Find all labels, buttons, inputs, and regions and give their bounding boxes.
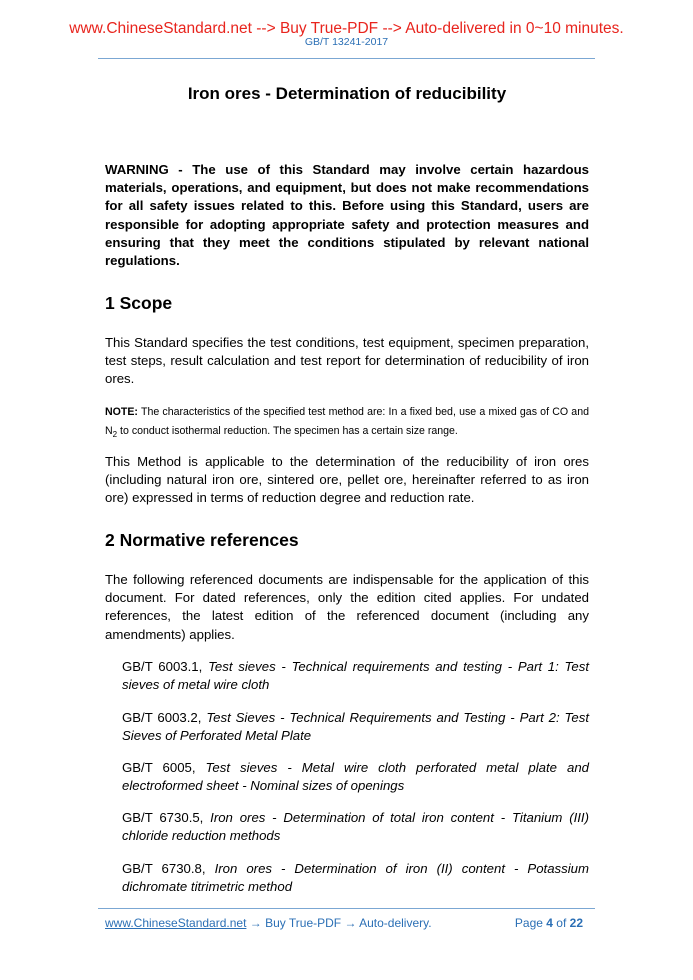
reference-item xyxy=(122,658,589,694)
reference-title: Iron ores - Determination of iron (II) content - Potassium dichromate titrimetric method xyxy=(122,861,589,895)
note-label: NOTE: xyxy=(105,406,138,418)
references-intro: The following referenced documents are indispensable for the application of this document. For dated references, only the edition cited applies. For undated references, the latest edition of the referenced document (including any amendments) applies. xyxy=(105,572,589,642)
reference-code: GB/T 6730.5, xyxy=(122,810,211,825)
reference-item xyxy=(122,809,589,845)
standard-code-header: GB/T 13241-2017 xyxy=(304,36,389,48)
scope-note xyxy=(105,403,589,444)
warning-paragraph: WARNING - The use of this Standard may involve certain hazardous materials, operations, and equipment, but does not make recommendations for all safety issues related to this. Before using this Standard, users are responsible for adopting appropriate safety and protection measures and ensuring that they meet the conditions stipulated by relevant national regulations. xyxy=(105,162,589,269)
page-indicator xyxy=(515,916,583,931)
reference-title: Test sieves - Technical requirements and testing - Part 1: Test sieves of metal wire cloth xyxy=(122,659,589,693)
document-title: Iron ores - Determination of reducibility xyxy=(187,84,507,103)
footer-promo xyxy=(105,916,432,931)
section-heading-scope: 1 Scope xyxy=(105,293,173,313)
header-divider xyxy=(98,58,595,59)
top-banner[interactable]: www.ChineseStandard.net --> Buy True-PDF --> Auto-delivered in 0~10 minutes. xyxy=(69,20,624,37)
page-total: 22 xyxy=(569,916,583,930)
reference-title: Test sieves - Metal wire cloth perforated metal plate and electroformed sheet - Nominal sizes of openings xyxy=(122,760,589,794)
reference-title: Iron ores - Determination of total iron content - Titanium (III) chloride reduction methods xyxy=(122,810,589,844)
page-of: of xyxy=(552,916,570,930)
page-current: 4 xyxy=(546,916,553,930)
note-text-end: to conduct isothermal reduction. The specimen has a certain size range. xyxy=(117,425,458,437)
note-subscript: 2 xyxy=(112,430,118,440)
footer-tail: → Buy True-PDF → Auto-delivery. xyxy=(246,916,432,930)
reference-item xyxy=(122,759,589,795)
footer-link[interactable]: www.ChineseStandard.net xyxy=(105,916,247,930)
reference-item xyxy=(122,709,589,745)
reference-title: Test Sieves - Technical Requirements and Testing - Part 2: Test Sieves of Perforated Metal Plate xyxy=(122,710,589,744)
reference-code: GB/T 6003.1, xyxy=(122,659,209,674)
section-heading-normative-references: 2 Normative references xyxy=(105,530,299,550)
applicability-paragraph: This Method is applicable to the determination of the reducibility of iron ores (including natural iron ore, sintered ore, pellet ore, hereinafter referred to as iron ore) expressed in terms of reduction degree and reduction rate. xyxy=(105,454,589,506)
note-text: The characteristics of the specified test method are: In a fixed bed, use a mixed gas of CO and N xyxy=(105,406,589,437)
page-label: Page xyxy=(514,916,547,930)
reference-item xyxy=(122,860,589,896)
reference-code: GB/T 6003.2, xyxy=(122,710,207,725)
reference-code: GB/T 6730.8, xyxy=(122,861,215,876)
footer-divider xyxy=(98,908,595,909)
scope-paragraph: This Standard specifies the test conditions, test equipment, specimen preparation, test steps, result calculation and test report for determination of reducibility of iron ores. xyxy=(105,335,589,387)
reference-code: GB/T 6005, xyxy=(122,760,206,775)
